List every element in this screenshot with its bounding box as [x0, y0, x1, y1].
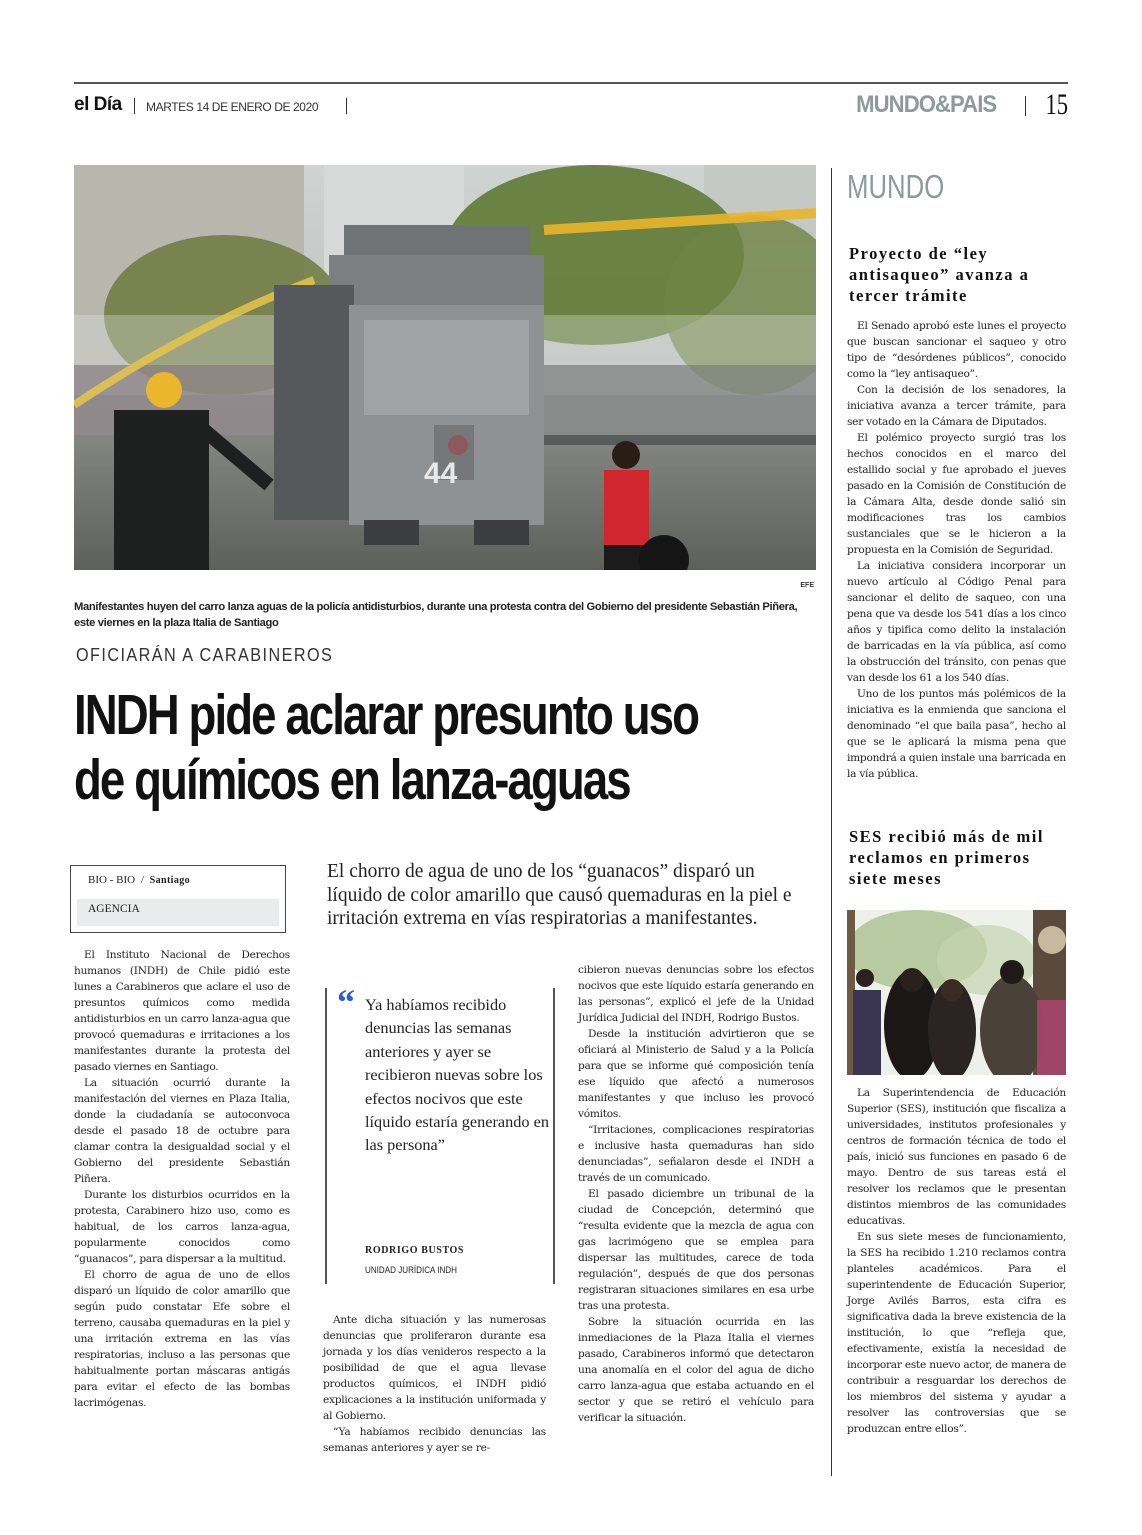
quote-author-role: UNIDAD JURÍDICA INDH: [365, 1265, 457, 1276]
article-column-3: [578, 962, 814, 1426]
sidebar-headline-2: SES recibió más de mil reclamos en primeros siete meses: [849, 827, 1044, 888]
paragraph: El Instituto Nacional de Derechos humanos (INDH) de Chile pidió este lunes a Carabineros que aclare el uso de presuntos químicos como medida antidisturbios en un carro lanza-agua que provocó quemaduras e irritaciones a los manifestantes durante la protesta del pasado viernes en Santiago.: [74, 949, 290, 1073]
infobox-source: AGENCIA: [88, 903, 140, 915]
paragraph: Durante los disturbios ocurridos en la protesta, Carabinero hizo uso, como es habitual, de los carros lanza-agua, popularmente conocidos como “guanacos”, para dispersar a la multitud.: [74, 1189, 290, 1265]
sidebar-story-1-body: [847, 318, 1066, 782]
paragraph: En sus siete meses de funcionamiento, la SES ha recibido 1.210 reclamos contra planteles académicos. Para el superintendente de Educación Superior, Jorge Avilés Barros, esta cifra es significativa dada la breve existencia de la institución, lo que “refleja que, efectivamente, existía la necesidad de incorporar este nuevo actor, de manera de contribuir a resguardar los derechos de los miembros del sistema y ayudar a resolver las controversias que se produzcan entre ellos”.: [847, 1231, 1066, 1435]
pull-quote: [325, 982, 555, 1284]
paragraph: El polémico proyecto surgió tras los hechos conocidos en el marco del estallido social y fue aprobado el jueves pasado en la Comisión de Constitución de la Cámara Alta, desde donde salió sin modificaciones tras los cambios sustanciales que se le hicieron a la propuesta en la Comisión de Seguridad.: [847, 432, 1066, 556]
paragraph: El pasado diciembre un tribunal de la ciudad de Concepción, determinó que “resulta evidente que la mezcla de agua con gas lacrimógeno que se emplea para dispersar las multitudes, carece de toda regulación”, después de que dos personas registraran situaciones similares en esa urbe tras una protesta.: [578, 1188, 814, 1312]
infobox-source-row: [77, 899, 279, 926]
sidebar-divider: [831, 168, 832, 1476]
paragraph: La situación ocurrió durante la manifestación del viernes en Plaza Italia, donde la ciudadanía se autoconvoca desde el pasado 18 de octubre para clamar contra la desigualdad social y el Gobierno del presidente Sebastián Piñera.: [74, 1077, 290, 1185]
masthead: [74, 88, 1068, 122]
sidebar-photo: [847, 910, 1066, 1075]
issue-date: MARTES 14 DE ENERO DE 2020: [146, 100, 319, 114]
article-lead: El chorro de agua de uno de los “guanacos” disparó un líquido de color amarillo que causó quemaduras en la piel e irritación extrema en vías respiratorias a manifestantes.: [327, 861, 792, 929]
page-number: 15: [1045, 88, 1068, 121]
paragraph: Con la decisión de los senadores, la iniciativa avanza a tercer trámite, para ser votado en la Cámara de Diputados.: [847, 384, 1066, 428]
masthead-divider: [1025, 96, 1026, 116]
masthead-divider: [346, 98, 347, 114]
paragraph: “Ya habíamos recibido denuncias las semanas anteriores y ayer se re-: [323, 1426, 546, 1454]
photo-caption: Manifestantes huyen del carro lanza aguas de la policía antidisturbios, durante una protesta contra del Gobierno del presidente Sebastián Piñera, este viernes en la plaza Italia de Santiago: [74, 601, 798, 629]
paragraph: cibieron nuevas denuncias sobre los efectos nocivos que este líquido estaría generando en las personas”, explicó el jefe de la Unidad Jurídica Judicial del INDH, Rodrigo Bustos.: [578, 964, 814, 1024]
paragraph: Ante dicha situación y las numerosas denuncias que proliferaron durante esa jornada y los días venideros respecto a la posibilidad de que el agua llevase productos químicos, el INDH pidió explicaciones a la institución uniformada y al Gobierno.: [323, 1314, 546, 1422]
quote-mark-icon: “: [337, 982, 355, 1022]
paragraph: “Irritaciones, complicaciones respiratorias e inclusive hasta quemaduras han sido denunciadas”, señalaron desde el INDH a través de un comunicado.: [578, 1124, 814, 1184]
sidebar-headline-1: Proyecto de “ley antisaqueo” avanza a tercer trámite: [849, 244, 1030, 305]
infobox-location: [88, 874, 190, 886]
paragraph: Sobre la situación ocurrida en las inmediaciones de la Plaza Italia el viernes pasado, Carabineros informó que detectaron una anomalía en el color del agua de dicho carro lanza-agua que estaba actuando en el sector y que se retiró el vehículo para verificar la situación.: [578, 1316, 814, 1424]
infobox-city: Santiago: [149, 875, 191, 886]
article-column-1: [74, 947, 290, 1411]
top-rule: [74, 82, 1068, 84]
newspaper-logo: el Día: [74, 94, 122, 115]
paragraph: El Senado aprobó este lunes el proyecto que buscan sancionar el saqueo y otro tipo de “desórdenes públicos”, conocido como la “ley antisaqueo”.: [847, 320, 1066, 380]
paragraph: Uno de los puntos más polémicos de la iniciativa es la enmienda que sanciona el denominado “el que baila pasa”, hecho al que se le aplicará la misma pena que impondrá a quien instale una barricada en la vía pública.: [847, 688, 1066, 780]
quote-author: RODRIGO BUSTOS: [365, 1245, 465, 1256]
sidebar-story-2-body: [847, 1085, 1066, 1437]
headline-line-1: INDH pide aclarar presunto uso: [74, 683, 699, 747]
paragraph: La Superintendencia de Educación Superior (SES), institución que fiscaliza a universidades, institutos profesionales y centros de formación técnica de todo el país, inició sus funciones en pasado 6 de mayo. Dentro de sus tareas está el resolver los reclamos que le presentan distintos miembros de las comunidades educativas.: [847, 1087, 1066, 1227]
paragraph: La iniciativa considera incorporar un nuevo artículo al Código Penal para sancionar el delito de saqueo, con una pena que va desde los 541 días a los cinco años y tipifica como delito la instalación de barricadas en la vía pública, así como la obstrucción del tránsito, con penas que van desde los 61 a los 540 días.: [847, 560, 1066, 684]
paragraph: Desde la institución advirtieron que se oficiará al Ministerio de Salud y a la Policía para que se informe qué composición tenía ese líquido que afectó a numerosos manifestantes y que incluso les provocó vómitos.: [578, 1028, 814, 1120]
paragraph: El chorro de agua de uno de ellos disparó un líquido de color amarillo que según pudo constatar Efe sobre el terreno, causaba quemaduras en la piel y una irritación extrema en las vías respiratorias, incluso a las personas que habitualmente portan máscaras antigás para evitar el efecto de las bombas lacrimógenas.: [74, 1269, 290, 1409]
infobox-region: BIO - BIO: [88, 874, 136, 886]
masthead-divider: [134, 98, 135, 114]
article-infobox: [70, 865, 286, 933]
article-column-2: [323, 1312, 546, 1456]
section-name: MUNDO&PAIS: [855, 91, 996, 118]
headline-line-2: de químicos en lanza-aguas: [74, 748, 630, 812]
photo-credit: EFE: [800, 582, 814, 589]
quote-text: Ya habíamos recibido denuncias las semanas anteriores y ayer se recibieron nuevas sobre los efectos nocivos que este líquido estaría generando en las persona”: [365, 995, 549, 1155]
article-kicker: OFICIARÁN A CARABINEROS: [76, 645, 334, 665]
sidebar-section-title: MUNDO: [847, 168, 945, 205]
main-photo: [74, 165, 816, 570]
article-headline: [74, 683, 699, 813]
infobox-separator: /: [140, 874, 144, 886]
vehicle-number: 44: [424, 457, 458, 490]
